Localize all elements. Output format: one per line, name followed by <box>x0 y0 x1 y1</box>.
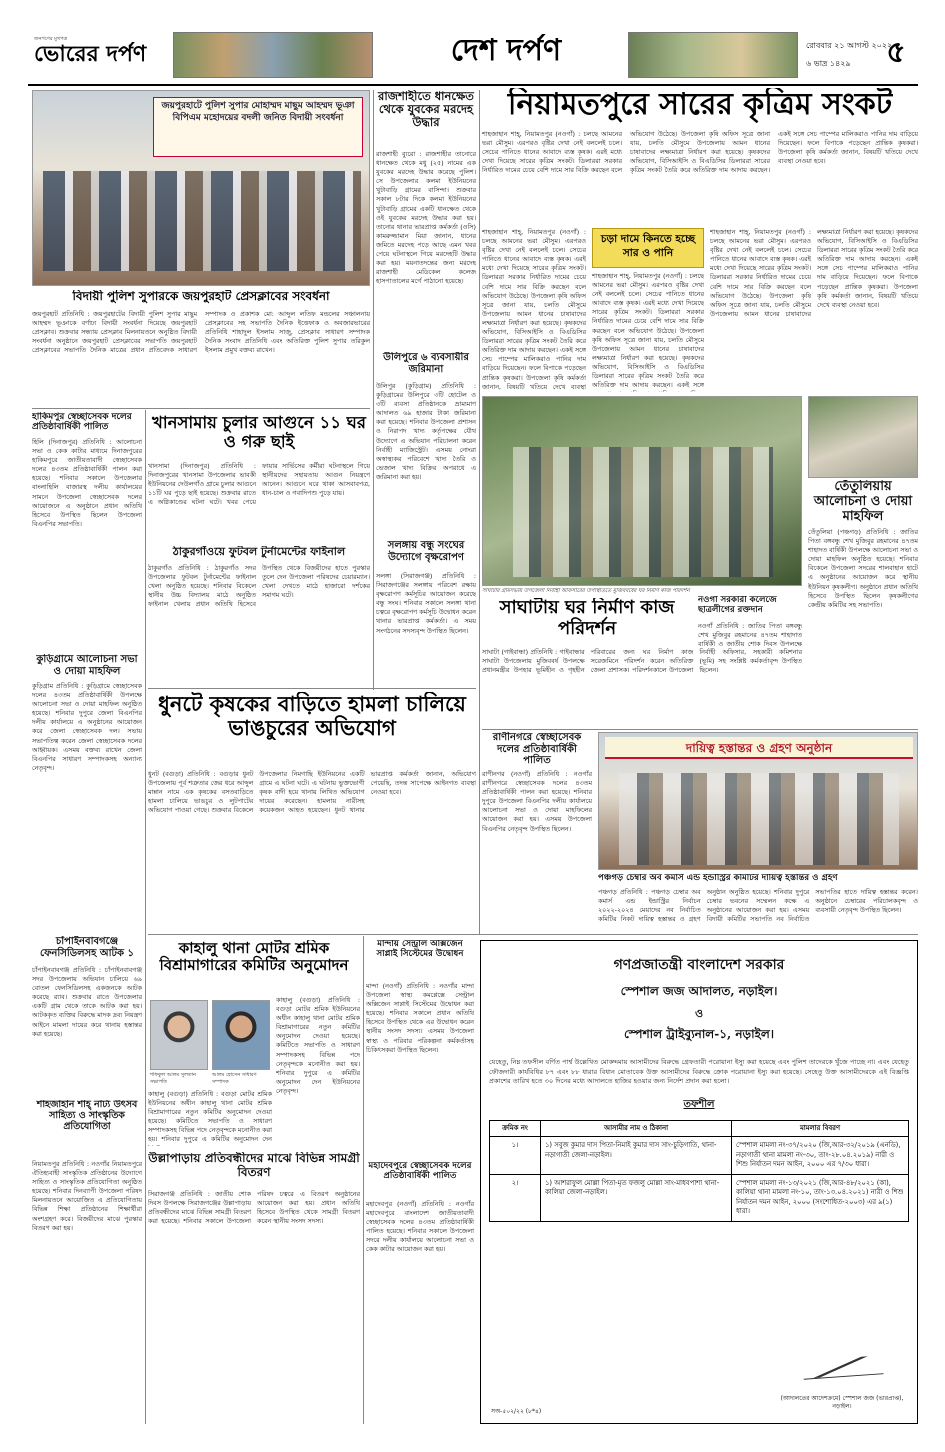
sirajganj-body: সলঙ্গা (সিরাজগঞ্জ) প্রতিনিধি : সিরাজগঞ্জের সলঙ্গায় পরিবেশ রক্ষায় বৃক্ষরোপণ কর্মসূচির আয়োজন করেছে বন্ধু সংঘ। শনিবার সকালে সলঙ্গা থানা চত্বরে বৃক্ষরোপণ কর্মসূচি উদ্বোধন করেন থানার ভারপ্রাপ্ত কর্মকর্তা। এ সময় সংগঠনের সদস্যবৃন্দ উপস্থিত ছিলেন। <box>376 572 476 635</box>
court-notice-line1: স্পেশাল জজ আদালত, নড়াইল। <box>620 984 778 998</box>
sirajganj-headline: সলঙ্গায় বন্ধু সংঘের উদ্যোগে বৃক্ষরোপণ <box>387 540 465 563</box>
handover-headline: পঞ্চগড় চেম্বার অব কমার্স এন্ড ইন্ডাস্ট্রির কমিটির দায়িত্ব হস্তান্তর ও গ্রহণ <box>598 874 838 883</box>
table-row <box>490 1137 909 1175</box>
handover-body: পঞ্চগড় প্রতিনিধি : পঞ্চগড় চেম্বার অব কমার্স এন্ড ইন্ডাস্ট্রির নির্বাচন ২০২২-২০২৪ মেয়াদের নব নির্বাচিত কমিটির নিকট দায়িত্ব হস্তান্তর ও গ্রহণ অনুষ্ঠান অনুষ্ঠিত হয়েছে। শনিবার দুপুরে চেম্বার ভবনের সম্মেলন কক্ষে এ অনুষ্ঠানের আয়োজন করা হয়। এসময় বিদায়ী কমিটির সভাপতি নব নির্বাচিত সভাপতির হাতে দায়িত্ব হস্তান্তর করেন। অনুষ্ঠানে চেম্বারের পরিচালকবৃন্দ ও ব্যবসায়ী নেতৃবৃন্দ উপস্থিত ছিলেন। <box>598 888 918 924</box>
farewell-body: জয়পুরহাট প্রতিনিধি : জয়পুরহাটের বিদায়ী পুলিশ সুপার মাছুম আহম্মদ ভূঞাকে বর্ণাঢ্য বিদায়ী সংবর্ধনা দিয়েছে জয়পুরহাট প্রেসক্লাব। শুক্রবার সন্ধ্যায় প্রেসক্লাব মিলনায়তনে অনুষ্ঠিত বিদায়ী সংবর্ধনা অনুষ্ঠানে জয়পুরহাট প্রেসক্লাবের সভাপতি জয়পুরহাট প্রেসক্লাবের সভাপতি দৈনিক মাত্রের প্রধান প্রতিবেদক সাধারণ সম্পাদক ও প্রকাশক মো: আব্দুল লতিফ মন্ডলের সঞ্চালনায় প্রেসক্লাবের সহ সভাপতি দৈনিক ইত্তেফাক ও অবজারভারের প্রতিনিধি শাহাদুল ইসলাম সাজু, প্রেসক্লাব সাধারণ সম্পাদক দৈনিক সংবাদ প্রতিনিধি এবং অতিরিক্ত পুলিশ সুপার তরিকুল ইসলাম প্রমুখ বক্তব্য রাখেন। <box>32 310 370 355</box>
sughatta-headline: সাঘাটায় ঘর নির্মাণ কাজ পরিদর্শন <box>499 598 675 639</box>
niamatpur-body-4: শাহজাহান শাহ্, নিয়ামতপুর (নওগাঁ) : চলছে আমনের ভরা মৌসুম। এরপরও বৃষ্টির দেখা নেই বললেই চলে। সেচের পানিতে ধানের আবাদে ব্যস্ত কৃষক। এরই মধ্যে দেখা দিয়েছে সারের কৃত্রিম সংকট। ডিলাররা সরকার নির্ধারিত দামের চেয়ে বেশি দামে সার বিক্রি করছেন বলে অভিযোগ উঠেছে। উপজেলা কৃষি অফিস সূত্রে জানা যায়, চলতি মৌসুমে উপজেলায় আমন ধানের চাষাবাদের লক্ষ্যমাত্রা নির্ধারণ করা হয়েছে। কৃষকদের অভিযোগ, বিসিআইসি ও বিএডিসির ডিলাররা সারের কৃত্রিম সংকট তৈরি করে অতিরিক্ত দাম আদায় করছেন। একই সঙ্গে সেচ পাম্পের মালিকরাও পানির দাম বাড়িয়ে দিয়েছেন। ফলে বিপাকে পড়েছেন প্রান্তিক কৃষকরা। উপজেলা কৃষি কর্মকর্তা জানান, বিষয়টি খতিয়ে দেখে ব্যবস্থা নেওয়া হবে। <box>710 228 918 318</box>
sughatta-body: সাঘাটা (গাইবান্ধা) প্রতিনিধি : গাইবান্ধার সাঘাটা উপজেলায় মুজিববর্ষ উপলক্ষে প্রধানমন্ত্রীর উপহার ভূমিহীন ও গৃহহীন পরিবারের জন্য ঘর নির্মাণ কাজ সরেজমিনে পরিদর্শন করেন অতিরিক্ত জেলা প্রশাসক। পরিদর্শনকালে উপজেলা নির্বাহী অফিসার, সহকারী কমিশনার (ভূমি) সহ সংশ্লিষ্ট কর্মকর্তাবৃন্দ উপস্থিত ছিলেন। <box>482 648 802 675</box>
kahalu-caption-1: শফিকুল আলম সুলতান সভাপতি <box>150 1072 196 1085</box>
handover-banner-text: দায়িত্ব হস্তান্তর ও গ্রহণ অনুষ্ঠান <box>685 741 833 755</box>
section-rule <box>148 934 918 935</box>
raninagar-headline: রাণীনগরে স্বেচ্ছাসেবক দলের প্রতিষ্ঠাবার্ষিকী পালিত <box>492 732 582 766</box>
sughatta-caption: সাঘাটার গ্রামসভায় উপজেলা নির্বাহী অফিসারের উপস্থিতিতে মুজিববর্ষের ঘর নির্মাণ কাজ পরিদর্শন <box>482 588 690 594</box>
chapai-body: চাঁপাইনবাবগঞ্জ প্রতিনিধি : চাঁপাইনবাবগঞ্জ সদর উপজেলায় অভিযান চালিয়ে ৬৯ বোতল ফেনসিডিলসহ একজনকে আটক করেছে র‍্যাব। শুক্রবার রাতে উপজেলার একটি গ্রাম থেকে তাকে আটক করা হয়। আটককৃত ব্যক্তির বিরুদ্ধে মাদক দ্রব্য নিয়ন্ত্রণ আইনে মামলা দায়ের করে থানায় হস্তান্তর করা হয়েছে। <box>32 966 142 1038</box>
kurigram-headline: কুড়িগ্রামে আলোচনা সভা ও দোয়া মাহফিল <box>36 654 138 677</box>
section-rule <box>482 729 918 730</box>
hakimpur-body: হিলি (দিনাজপুর) প্রতিনিধি : আলোচনা সভা ও কেক কাটার মাধ্যমে দিনাজপুরের হাকিমপুরে জাতীয়তাবাদী স্বেচ্ছাসেবক দলের ৪৩তম প্রতিষ্ঠাবার্ষিকী পালন করা হয়েছে। শনিবার সকালে উপজেলার বাংলাহিলি বাজারস্থ দলীয় কার্যালয়ের সামনে উপজেলা স্বেচ্ছাসেবক দলের আয়োজনে এ অনুষ্ঠানে প্রধান অতিথি হিসেবে উপস্থিত ছিলেন উপজেলা বিএনপির সভাপতি। <box>32 438 142 528</box>
court-notice-table <box>489 1120 909 1222</box>
column-rule <box>373 90 374 690</box>
handover-photo <box>598 732 918 870</box>
column-rule <box>363 936 364 1424</box>
ulipur-body: উলিপুর (কুড়িগ্রাম) প্রতিনিধি : কুড়িগ্রামের উলিপুরে ৩টি হোটেল ও ৩টি ব্যবসা প্রতিষ্ঠানকে ভ্রাম্যমাণ আদালত ৬৯ হাজার টাকা জরিমানা করা হয়েছে। শনিবার উপজেলা প্রশাসন ও নিরাপদ খাদ্য কর্তৃপক্ষের যৌথ উদ্যোগে এ অভিযান পরিচালনা করেন নির্বাহী ম্যাজিস্ট্রেট। এসময় নোংরা অস্বাস্থ্যকর পরিবেশে খাদ্য তৈরি ও ভেজাল খাদ্য বিক্রির অপরাধে এ জরিমানা করা হয়। <box>376 382 476 481</box>
table-header: ক্রমিক নং <box>490 1120 541 1137</box>
table-cell-case: স্পেশাল মামলা নং-১৩/২০২১ (জি,আর-৪৮/২০২১ (কা), কালিয়া থানা মামলা নং-১০, তাং-১৩.০৪.২০২১) নারী ও শিশু নির্যাতন দমন আইন, ২০০০ (সংশোধিত-২০০৩) এর ৯(১) ধারা। <box>732 1174 909 1221</box>
kahalu-body: কাহালু (বগুড়া) প্রতিনিধি : বগুড়া মোটর শ্রমিক ইউনিয়নের অধীন কাহালু থানা মোটর শ্রমিক বিশ্রামাগারের নতুন কমিটির অনুমোদন দেওয়া হয়েছে। কমিটিতে সভাপতি ও সাধারণ সম্পাদকসহ বিভিন্ন পদে নেতৃবৃন্দকে মনোনীত করা হয়। শনিবার দুপুরে এ কমিটির অনুমোদন দেন ইউনিয়নের নেতৃবৃন্দ। <box>276 996 360 1095</box>
shahjahan-body: নিয়ামতপুর প্রতিনিধি : নওগাঁর নিয়ামতপুরে ঐতিহ্যবাহী সাংস্কৃতিক প্রতিষ্ঠানের উদ্যোগে সাহিত্য ও সাংস্কৃতিক প্রতিযোগিতা অনুষ্ঠিত হয়েছে। শনিবার দিনব্যাপী উপজেলা পরিষদ মিলনায়তনে আয়োজিত এ প্রতিযোগিতায় বিভিন্ন শিক্ষা প্রতিষ্ঠানের শিক্ষার্থীরা অংশগ্রহণ করে। বিজয়ীদের মাঝে পুরস্কার বিতরণ করা হয়। <box>32 1160 142 1232</box>
table-header-row <box>490 1120 909 1137</box>
oxygen-body: মান্দা (নওগাঁ) প্রতিনিধি : নওগাঁর মান্দা উপজেলা স্বাস্থ্য কমপ্লেক্সে সেন্ট্রাল অক্সিজেন সাপ্লাই সিস্টেমের উদ্বোধন করা হয়েছে। শনিবার সকালে প্রধান অতিথি হিসেবে উপস্থিত থেকে এর উদ্বোধন করেন স্থানীয় সংসদ সদস্য। এসময় উপজেলা স্বাস্থ্য ও পরিবার পরিকল্পনা কর্মকর্তাসহ চিকিৎসকরা উপস্থিত ছিলেন। <box>366 982 474 1054</box>
hakimpur-headline: হাকিমপুর স্বেচ্ছাসেবক দলের প্রতিষ্ঠাবার্ষিকী পালিত <box>32 412 132 433</box>
court-notice-line2: ও <box>694 1007 704 1020</box>
mahadebpur-headline: মহাদেবপুরে স্বেচ্ছাসেবক দলের প্রতিষ্ঠাবার্ষিকী পালিত <box>368 1162 472 1181</box>
signature-caption: (আদালতের আদেশক্রমে) স্পেশাল জজ (ভারপ্রাপ্ত), নড়াইল। <box>780 1394 904 1410</box>
khansama-headline: খানসামায় চুলার আগুনে ১১ ঘর ও গরু ছাই <box>152 414 366 451</box>
section-rule <box>32 408 370 409</box>
farewell-photo-banner <box>153 97 363 157</box>
table-cell-serial: ১। <box>490 1137 541 1175</box>
kahalu-photo-2 <box>212 1000 270 1070</box>
ulipur-headline: উলিপুরে ৬ ব্যবসায়ীর জরিমানা <box>383 352 469 375</box>
table-header: মামলার বিবরণ <box>732 1120 909 1137</box>
court-notice-schedule: তফশীল <box>683 1098 715 1110</box>
ullapara-headline: উল্লাপাড়ায় প্রতিবন্ধীদের মাঝে বিভিন্ন সামগ্রী বিতরণ <box>148 1152 360 1179</box>
ad-code: সঅ-৫০২/২২ (৮*৪) <box>491 1408 542 1415</box>
column-rule <box>145 410 146 1424</box>
table-row <box>490 1174 909 1221</box>
court-notice <box>480 940 918 1424</box>
section-rule <box>148 688 476 689</box>
kahalu-caption-2: আলম হোসেন সাধারণ সম্পাদক <box>212 1072 257 1085</box>
kahalu-body-2: কাহালু (বগুড়া) প্রতিনিধি : বগুড়া মোটর শ্রমিক ইউনিয়নের অধীন কাহালু থানা মোটর শ্রমিক বিশ্রামাগারের নতুন কমিটির অনুমোদন দেওয়া হয়েছে। কমিটিতে সভাপতি ও সাধারণ সম্পাদকসহ বিভিন্ন পদে নেতৃবৃন্দকে মনোনীত করা হয়। শনিবার দুপুরে এ কমিটির অনুমোদন দেন <box>148 1090 272 1144</box>
rajshahi-body: রাজশাহী ব্যুরো : রাজশাহীর তানোরে ধানক্ষেত থেকে মধু (২৫) নামের এক যুবকের মরদেহ উদ্ধার করেছে পুলিশ। সে উপজেলার কলমা ইউনিয়নের খুটাবাড়ি গ্রামের বাসিন্দা। শুক্রবার সকাল ৮টার দিকে কলমা ইউনিয়নের খুটাবাড়ি গ্রামের একটি ধানক্ষেত থেকে ওই যুবকের মরদেহ উদ্ধার করা হয়। তানোর থানার ভারপ্রাপ্ত কর্মকর্তা (ওসি) কামরুজ্জামান মিয়া জানান, ধানের জমিতে মরদেহ পড়ে আছে এমন খবর পেয়ে ঘটনাস্থলে গিয়ে মরদেহটি উদ্ধার করা হয়। ময়নাতদন্তের জন্য মরদেহ রাজশাহী মেডিকেল কলেজ হাসপাতালের মর্গে পাঠানো হয়েছে। <box>376 150 476 286</box>
masthead-photo-strip <box>173 32 373 78</box>
handover-photo-people <box>619 773 899 865</box>
naogaon-college-body: নওগাঁ প্রতিনিধি : জাতির পিতা বঙ্গবন্ধু শেখ মুজিবুর রহমানের ৪৭তম শাহাদাত বার্ষিকী ও জাতীয় শোক দিবস উপলক্ষে <box>698 622 802 648</box>
court-notice-line3: স্পেশাল ট্রাইব্যুনাল-১, নড়াইল। <box>623 1027 775 1041</box>
masthead-rule <box>28 84 918 86</box>
table-cell-case: স্পেশাল মামলা নং-৩৭/২০২০ (জি,আর-৩২/২০১৯ (এনডি), নড়াগাতী থানা মামলা নং-৩০, তাং-২৮.০৪.২০১৯) নারী ও শিশু নির্যাতন দমন আইন, ২০০০ এর ৭/৩০ ধারা। <box>732 1137 909 1175</box>
farewell-photo-people <box>43 171 361 271</box>
farewell-photo <box>32 90 370 286</box>
thakurgaon-headline: ঠাকুরগাঁওয়ে ফুটবল টুর্নামেন্টের ফাইনাল <box>172 546 346 558</box>
table-cell-name: ১) সবুজ কুমার দাস পিতা-নিমাই কুমার দাস সাং-চুড়িগাতি, থানা-নড়াগাতী জেলা-নড়াইল। <box>541 1137 732 1175</box>
niamatpur-pullquote-box <box>592 228 704 268</box>
niamatpur-headline: নিয়ামতপুরে সারের কৃত্রিম সংকট <box>507 88 893 122</box>
niamatpur-pullquote: চড়া দামে কিনতে হচ্ছে সার ও পানি <box>600 233 696 259</box>
table-header: আসামীর নাম ও ঠিকানা <box>541 1120 732 1137</box>
column-rule <box>479 90 480 935</box>
farewell-headline: বিদায়ী পুলিশ সুপারকে জয়পুরহাট প্রেসক্লাবের সংবর্ধনা <box>72 290 330 303</box>
dhunat-body: ধুনট (বগুড়া) প্রতিনিধি : বগুড়ার ধুনট উপজেলায় পূর্ব শত্রুতার জের ধরে আব্দুল মান্নান নামে এক কৃষকের বসতবাড়িতে হামলা চালিয়ে ভাঙচুর ও লুটপাটের অভিযোগ পাওয়া গেছে। শুক্রবার বিকেলে উপজেলার নিমগাছি ইউনিয়নের একটি গ্রামে এ ঘটনা ঘটে। এ ঘটনায় ভুক্তভোগী কৃষক বাদী হয়ে থানায় লিখিত অভিযোগ দায়ের করেছেন। হামলায় নারীসহ কয়েকজন আহত হয়েছেন। ধুনট থানার ভারপ্রাপ্ত কর্মকর্তা জানান, অভিযোগ পেয়েছি, তদন্ত সাপেক্ষে আইনগত ব্যবস্থা নেওয়া হবে। <box>148 770 476 815</box>
table-cell-serial: ২। <box>490 1174 541 1221</box>
khansama-body: খানসামা (দিনাজপুর) প্রতিনিধি : দিনাজপুরের খানসামা উপজেলার ভাবকী ইউনিয়নের দেউলগাঁও গ্রামে চুলার আগুনে ১১টি ঘর পুড়ে ছাই হয়েছে। শুক্রবার রাতে এ অগ্নিকাণ্ডের ঘটনা ঘটে। খবর পেয়ে ফায়ার সার্ভিসের কর্মীরা ঘটনাস্থলে গিয়ে স্থানীয়দের সহায়তায় আগুন নিয়ন্ত্রণে আনেন। আগুনে ঘরে থাকা আসবাবপত্র, ধান-চাল ও গবাদিপশু পুড়ে যায়। <box>148 462 370 507</box>
niamatpur-body-2: শাহজাহান শাহ্, নিয়ামতপুর (নওগাঁ) : চলছে আমনের ভরা মৌসুম। এরপরও বৃষ্টির দেখা নেই বললেই চলে। সেচের পানিতে ধানের আবাদে ব্যস্ত কৃষক। এরই মধ্যে দেখা দিয়েছে সারের কৃত্রিম সংকট। ডিলাররা সরকার নির্ধারিত দামের চেয়ে বেশি দামে সার বিক্রি করছেন বলে অভিযোগ উঠেছে। উপজেলা কৃষি অফিস সূত্রে জানা যায়, চলতি মৌসুমে উপজেলায় আমন ধানের চাষাবাদের লক্ষ্যমাত্রা নির্ধারণ করা হয়েছে। কৃষকদের অভিযোগ, বিসিআইসি ও বিএডিসির ডিলাররা সারের কৃত্রিম সংকট তৈরি করে অতিরিক্ত দাম আদায় করছেন। একই সঙ্গে সেচ পাম্পের মালিকরাও পানির দাম বাড়িয়ে দিয়েছেন। ফলে বিপাকে পড়েছেন প্রান্তিক কৃষকরা। উপজেলা কৃষি কর্মকর্তা জানান, বিষয়টি খতিয়ে দেখে ব্যবস্থা <box>482 228 586 391</box>
rajshahi-headline: রাজশাহীতে ধানক্ষেত থেকে যুবকের মরদেহ উদ্ধার <box>378 90 474 130</box>
page-number: ৫ <box>886 36 906 70</box>
masthead <box>28 28 918 82</box>
date-line-2: ৬ ভাদ্র ১৪২৯ <box>806 59 851 68</box>
kurigram-body: কুড়িগ্রাম প্রতিনিধি : কুড়িগ্রামে স্বেচ্ছাসেবক দলের ৪৩তম প্রতিষ্ঠাবার্ষিকী উপলক্ষে আলোচনা সভা ও দোয়া মাহফিল অনুষ্ঠিত হয়েছে। শনিবার দুপুরে জেলা বিএনপির দলীয় কার্যালয়ে এ অনুষ্ঠানের আয়োজন করে জেলা স্বেচ্ছাসেবক দল। সভায় সভাপতিত্ব করেন জেলা স্বেচ্ছাসেবক দলের আহ্বায়ক। এসময় বক্তব্য রাখেন জেলা বিএনপির সাধারণ সম্পাদকসহ অন্যান্য নেতৃবৃন্দ। <box>32 682 142 772</box>
tetulia-photo <box>808 396 918 478</box>
sughatta-photo <box>482 396 802 586</box>
kahalu-headline: কাহালু থানা মোটর শ্রমিক বিশ্রামাগারের কমিটির অনুমোদন <box>159 940 349 975</box>
dhunat-headline: ধুনটে কৃষকের বাড়িতে হামলা চালিয়ে ভাঙচুরের অভিযোগ <box>158 692 466 741</box>
sughatta-photo-people <box>513 447 773 577</box>
court-notice-body: যেহেতু, নিম্ন তফসীল বর্ণিত পার্শ্ব উল্লেখিত মোকদ্দমায় আসামীদের বিরুদ্ধে গ্রেফতারী পরোয়ানা ইস্যু করা হয়েছে এবং পুলিশ তাদেরকে খুঁজে পাচ্ছে না। এবং যেহেতু ফৌজদারী কার্যবিধির ৮৭ এবং ৮৮ ধারার বিধান মোতাবেক উক্ত আসামীদের বিরুদ্ধে ক্রোক পরোয়ানা ইস্যু করা হয়েছে। সেহেতু উক্ত আসামীদেরকে এই বিজ্ঞপ্তি প্রকাশের তারিখ হতে ৩০ দিনের মধ্যে আদালতে হাজির হওয়ার জন্য নির্দেশ প্রদান করা হলো। <box>489 1058 909 1086</box>
table-cell-name: ১) আশরাফুল মোল্লা পিতা-মৃত ফজলু মোল্লা সাং-মাধবপাশা থানা-কালিয়া জেলা-নড়াইল। <box>541 1174 732 1221</box>
court-notice-title: গণপ্রজাতন্ত্রী বাংলাদেশ সরকার <box>613 957 785 973</box>
masthead-slogan: জনগণের মুখপত্র <box>34 36 68 42</box>
naogaon-college-headline: নওগাঁ সরকারী কলেজে ছাত্রলীগের রক্তদান <box>698 596 777 615</box>
shahjahan-headline: শাহজাহান শাহ্ নাট্য উৎসব সাহিত্য ও সাংস্কৃতিক প্রতিযোগিতা <box>36 1100 138 1132</box>
farewell-banner-text: জয়পুরহাটে পুলিশ সুপার মোহাম্মদ মাছুম আহম্মদ ভূঞা বিপিএম মহোদয়ের বদলী জনিত বিদায়ী সংবর্ধনা <box>161 101 355 123</box>
mahadebpur-body: মহাদেবপুর (নওগাঁ) প্রতিনিধি : নওগাঁর মহাদেবপুরে বাংলাদেশ জাতীয়তাবাদী স্বেচ্ছাসেবক দলের ৪৩তম প্রতিষ্ঠাবার্ষিকী পালিত হয়েছে। শনিবার সকালে উপজেলা সদরে দলীয় কার্যালয়ে আলোচনা সভা ও কেক কাটার আয়োজন করা হয়। <box>366 1200 474 1254</box>
chapai-headline: চাঁপাইনবাবগঞ্জে ফেনসিডিলসহ আটক ১ <box>40 936 134 959</box>
masthead-photo-strip-right <box>628 32 798 78</box>
raninagar-body: রাণীনগর (নওগাঁ) প্রতিনিধি : নওগাঁর রাণীনগরে স্বেচ্ছাসেবক দলের ৪৩তম প্রতিষ্ঠাবার্ষিকী পালন করা হয়েছে। শনিবার দুপুরে উপজেলা বিএনপির দলীয় কার্যালয়ে আলোচনা সভা ও দোয়া মাহফিলের আয়োজন করা হয়। এসময় উপজেলা বিএনপির নেতৃবৃন্দ উপস্থিত ছিলেন। <box>482 770 592 833</box>
niamatpur-body-1: শাহজাহান শাহ্, নিয়ামতপুর (নওগাঁ) : চলছে আমনের ভরা মৌসুম। এরপরও বৃষ্টির দেখা নেই বললেই চলে। সেচের পানিতে ধানের আবাদে ব্যস্ত কৃষক। এরই মধ্যে দেখা দিয়েছে সারের কৃত্রিম সংকট। ডিলাররা সরকার নির্ধারিত দামের চেয়ে বেশি দামে সার বিক্রি করছেন বলে অভিযোগ উঠেছে। উপজেলা কৃষি অফিস সূত্রে জানা যায়, চলতি মৌসুমে উপজেলায় আমন ধানের চাষাবাদের লক্ষ্যমাত্রা নির্ধারণ করা হয়েছে। কৃষকদের অভিযোগ, বিসিআইসি ও বিএডিসির ডিলাররা সারের কৃত্রিম সংকট তৈরি করে অতিরিক্ত দাম আদায় করছেন। একই সঙ্গে সেচ পাম্পের মালিকরাও পানির দাম বাড়িয়ে দিয়েছেন। ফলে বিপাকে পড়েছেন প্রান্তিক কৃষকরা। উপজেলা কৃষি কর্মকর্তা জানান, বিষয়টি খতিয়ে দেখে ব্যবস্থা নেওয়া হবে। <box>482 130 918 175</box>
niamatpur-body-3: শাহজাহান শাহ্, নিয়ামতপুর (নওগাঁ) : চলছে আমনের ভরা মৌসুম। এরপরও বৃষ্টির দেখা নেই বললেই চলে। সেচের পানিতে ধানের আবাদে ব্যস্ত কৃষক। এরই মধ্যে দেখা দিয়েছে সারের কৃত্রিম সংকট। ডিলাররা সরকার নির্ধারিত দামের চেয়ে বেশি দামে সার বিক্রি করছেন বলে অভিযোগ উঠেছে। উপজেলা কৃষি অফিস সূত্রে জানা যায়, চলতি মৌসুমে উপজেলায় আমন ধানের চাষাবাদের লক্ষ্যমাত্রা নির্ধারণ করা হয়েছে। কৃষকদের অভিযোগ, বিসিআইসি ও বিএডিসির ডিলাররা সারের কৃত্রিম সংকট তৈরি করে অতিরিক্ত দাম আদায় করছেন। একই সঙ্গে <box>592 272 704 390</box>
handover-banner <box>605 737 913 759</box>
tetulia-body: তেঁতুলিয়া (পঞ্চগড়) প্রতিনিধি : জাতির পিতা বঙ্গবন্ধু শেখ মুজিবুর রহমানের ৪৭তম শাহাদত বার্ষিকী উপলক্ষে আলোচনা সভা ও দোয়া মাহফিল অনুষ্ঠিত হয়েছে। শনিবার বিকেলে উপজেলা সদরের শালবাহান হাটে এ অনুষ্ঠানের আয়োজন করে স্থানীয় ইউনিয়ন কৃষকলীগ। অনুষ্ঠানে প্রধান অতিথি হিসেবে উপস্থিত ছিলেন কৃষকলীগের কেন্দ্রীয় কমিটির সহ সভাপতি। <box>808 528 918 609</box>
thakurgaon-body: ঠাকুরগাঁও প্রতিনিধি : ঠাকুরগাঁও সদর উপজেলার ফুটবল টুর্নামেন্টের ফাইনাল খেলা অনুষ্ঠিত হয়েছে। শনিবার বিকেলে স্থানীয় উচ্চ বিদ্যালয় মাঠে অনুষ্ঠিত ফাইনাল খেলায় প্রধান অতিথি হিসেবে উপস্থিত থেকে বিজয়ীদের হাতে পুরস্কার তুলে দেন উপজেলা পরিষদের চেয়ারম্যান। খেলা দেখতে মাঠে হাজারো দর্শকের সমাগম ঘটে। <box>148 564 370 609</box>
tetulia-headline: তেঁতুলিয়ায় আলোচনা ও দোয়া মাহফিল <box>813 480 913 524</box>
date-line-1: রোববার ২১ আগস্ট ২০২২ <box>806 41 893 50</box>
signature-mark <box>802 1355 883 1380</box>
section-title: দেশ দর্পণ <box>450 34 562 68</box>
oxygen-headline: মান্দায় সেন্ট্রাল অক্সিজেন সাপ্লাই সিস্টেমের উদ্বোধন <box>376 940 464 959</box>
ullapara-body: সিরাজগঞ্জ প্রতিনিধি : জাতীয় শোক দিবস উপলক্ষে সিরাজগঞ্জের উল্লাপাড়ায় প্রতিবন্ধীদের মাঝে বিভিন্ন সামগ্রী বিতরণ করা হয়েছে। শনিবার সকালে উপজেলা পরিষদ চত্বরে এ বিতরণ অনুষ্ঠানের আয়োজন করা হয়। প্রধান অতিথি হিসেবে উপস্থিত থেকে সামগ্রী বিতরণ করেন স্থানীয় সংসদ সদস্য। <box>148 1190 360 1226</box>
paper-logo: ভোরের দর্পণ <box>34 42 147 67</box>
kahalu-photo-1 <box>150 1000 208 1070</box>
